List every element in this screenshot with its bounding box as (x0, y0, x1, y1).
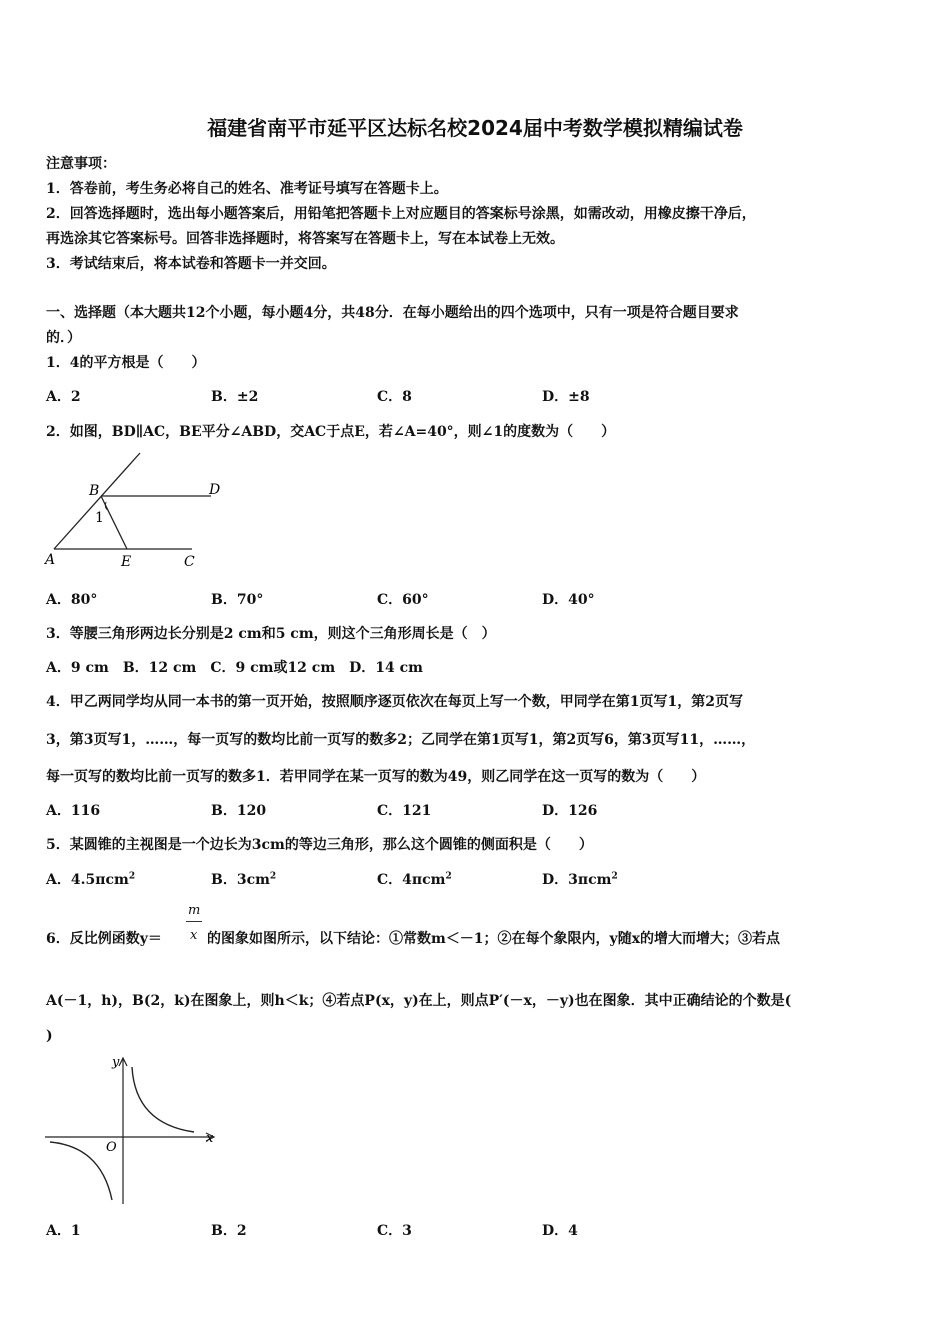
q2-option-c: C．60° (377, 592, 429, 608)
question-2-stem: 2．如图，BD∥AC，BE平分∠ABD，交AC于点E，若∠A=40°，则∠1的度数为（ ） (46, 424, 616, 440)
notice-item: 2．回答选择题时，选出每小题答案后，用铅笔把答题卡上对应题目的答案标号涂黑，如需改动，用橡皮擦干净后， (46, 206, 756, 222)
q6-hyperbola-figure (42, 1052, 227, 1207)
question-3-stem: 3．等腰三角形两边长分别是2 cm和5 cm，则这个三角形周长是（ ） (46, 626, 496, 642)
q6-option-a: A．1 (46, 1223, 81, 1239)
notice-item: 3．考试结束后，将本试卷和答题卡一并交回。 (46, 256, 336, 272)
label-origin: O (106, 1140, 117, 1155)
q5-option-b: B．$3cm^2$ (211, 871, 277, 888)
section-heading: 一、选择题（本大题共12个小题，每小题4分，共48分．在每小题给出的四个选项中，只有一项是符合题目要求 (46, 305, 739, 321)
label-c: C (184, 554, 195, 570)
question-6-line-3: ) (46, 1028, 53, 1044)
q2-option-d: D．40° (542, 592, 595, 608)
page-title: 福建省南平市延平区达标名校2024届中考数学模拟精编试卷 (207, 116, 743, 140)
question-4-line-2: 3，第3页写1，……，每一页写的数均比前一页写的数多2；乙同学在第1页写1，第2页写6，第3页写11，……， (46, 732, 756, 748)
question-5-stem: 5．某圆锥的主视图是一个边长为3cm的等边三角形，那么这个圆锥的侧面积是（ ） (46, 837, 593, 853)
fraction-denominator: x (190, 928, 198, 943)
q6-option-d: D．4 (542, 1223, 578, 1239)
q1-option-b: B．±2 (211, 389, 259, 405)
question-6-prefix: 6．反比例函数y＝ (46, 931, 162, 947)
q1-option-d: D．±8 (542, 389, 590, 405)
hyperbola-branch-q1 (132, 1067, 194, 1132)
q2-option-a: A．80° (46, 592, 98, 608)
line-ab (54, 453, 140, 549)
q2-option-b: B．70° (211, 592, 264, 608)
fraction-bar (186, 921, 202, 922)
label-x-axis: x (206, 1131, 214, 1146)
q3-options: A．9 cm B．12 cm C．9 cm或12 cm D．14 cm (46, 660, 423, 676)
hyperbola-branch-q3 (50, 1142, 112, 1200)
notice-heading: 注意事项： (46, 156, 116, 172)
question-4-line-1: 4．甲乙两同学均从同一本书的第一页开始，按照顺序逐页依次在每页上写一个数，甲同学在第1页写1，第2页写 (46, 694, 743, 710)
label-angle-1: 1 (95, 510, 104, 526)
q6-option-c: C．3 (377, 1223, 412, 1239)
fraction-numerator: m (188, 903, 201, 918)
q4-option-b: B．120 (211, 803, 267, 819)
label-y-axis: y (112, 1055, 120, 1070)
q6-option-b: B．2 (211, 1223, 247, 1239)
question-6-line-2: A(－1，h)，B(2，k)在图象上，则h＜k；④若点P(x，y)在上，则点P′(－x，－y)也在图象．其中正确结论的个数是( (46, 993, 792, 1009)
line-be (101, 496, 127, 549)
q4-option-c: C．121 (377, 803, 432, 819)
label-d: D (209, 482, 221, 498)
q1-option-a: A．2 (46, 389, 81, 405)
q2-geometry-figure (44, 450, 229, 575)
q4-option-d: D．126 (542, 803, 598, 819)
q5-option-c: C．4πcm$^2$ (377, 871, 452, 888)
label-a: A (45, 552, 56, 568)
notice-item: 1．答卷前，考生务必将自己的姓名、准考证号填写在答题卡上。 (46, 181, 448, 197)
q5-option-d: D．3πcm$^2$ (542, 871, 618, 888)
section-heading-cont: 的．） (46, 330, 81, 346)
q1-option-c: C．8 (377, 389, 412, 405)
notice-item: 再选涂其它答案标号。回答非选择题时，将答案写在答题卡上，写在本试卷上无效。 (46, 231, 564, 247)
q4-option-a: A．116 (46, 803, 101, 819)
q5-option-a: A．4.5πcm$^2$ (46, 871, 136, 888)
question-1-stem: 1．4的平方根是（ ） (46, 355, 206, 371)
label-b: B (89, 483, 100, 499)
question-4-line-3: 每一页写的数均比前一页写的数多1．若甲同学在某一页写的数为49，则乙同学在这一页写的数为（ ） (46, 769, 706, 785)
label-e: E (121, 554, 132, 570)
question-6-suffix: 的图象如图所示，以下结论：①常数m＜－1；②在每个象限内，y随x的增大而增大；③若点 (207, 931, 781, 947)
